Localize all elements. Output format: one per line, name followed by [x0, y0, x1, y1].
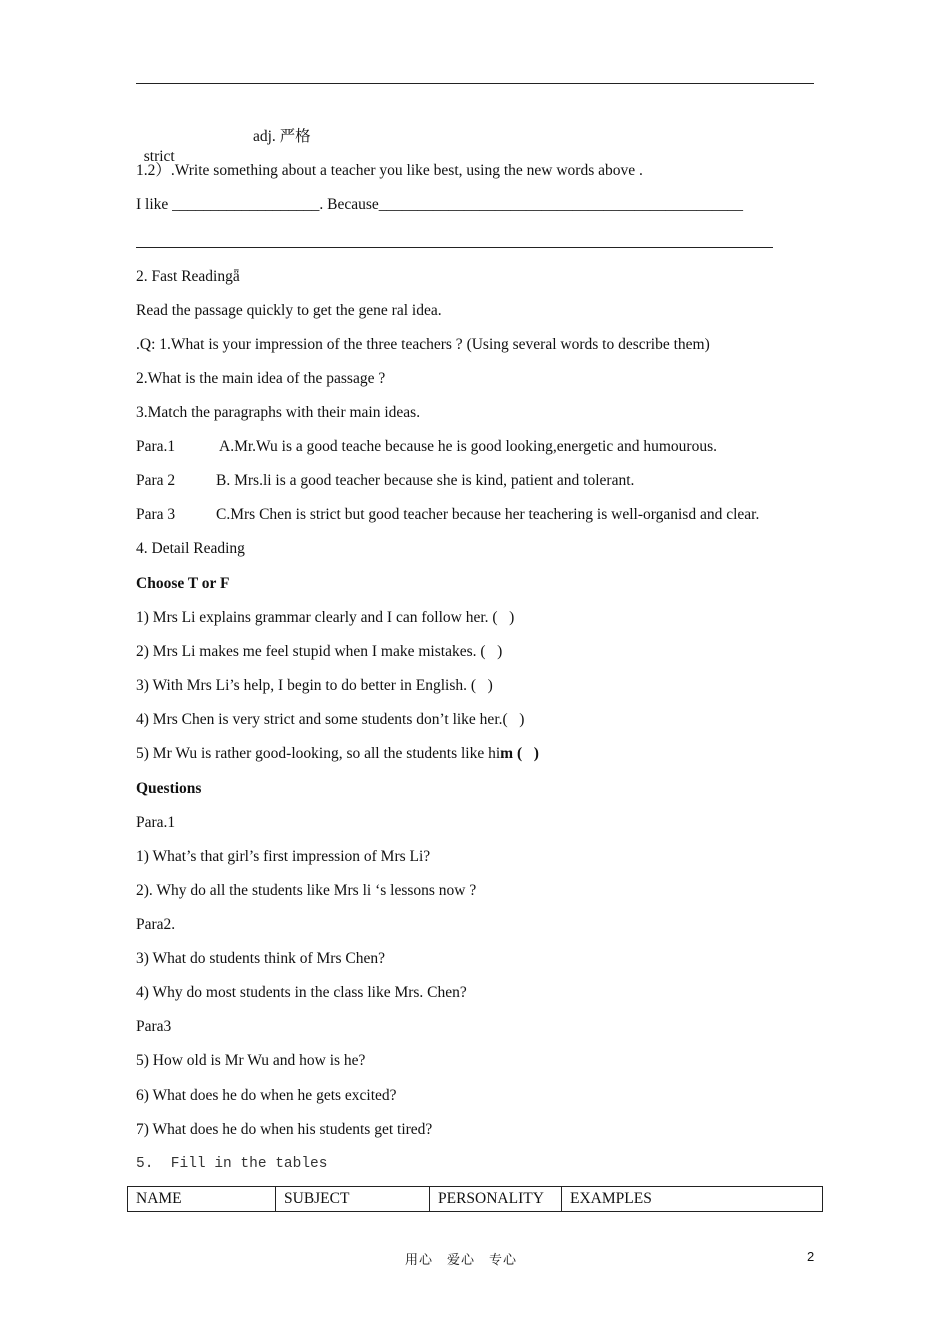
match-idea-1: A.Mr.Wu is a good teache because he is good looking,energetic and humourous.	[219, 438, 717, 455]
tf-item-2: 2) Mrs Li makes me feel stupid when I make mistakes. ( )	[136, 643, 503, 660]
question-line: 3) What do students think of Mrs Chen?	[136, 950, 385, 967]
match-idea-3: C.Mrs Chen is strict but good teacher because her teachering is well-organisd and clear.	[216, 506, 760, 523]
tf-item-5	[136, 744, 539, 764]
vocab-definition: adj. 严格	[253, 128, 311, 145]
table-header-name: NAME	[128, 1187, 276, 1212]
fill-table	[127, 1186, 823, 1212]
question-line: 2). Why do all the students like Mrs li ‘s lessons now ?	[136, 882, 477, 899]
i-like-line: I like ___________________. Because_______________________________________________	[136, 196, 744, 213]
task-1-2: 1.2）.Write something about a teacher you like best, using the new words above .	[136, 162, 643, 179]
fast-reading-heading: 2. Fast Readingǟ	[136, 268, 240, 285]
fast-reading-q3: 3.Match the paragraphs with their main ideas.	[136, 404, 421, 421]
fast-reading-q2: 2.What is the main idea of the passage ?	[136, 370, 386, 387]
question-line: 5) How old is Mr Wu and how is he?	[136, 1052, 366, 1069]
answer-blank-line	[136, 247, 773, 248]
question-line: Para.1	[136, 814, 176, 831]
table-header-subject: SUBJECT	[276, 1187, 430, 1212]
tf-item-5-bold: m ( )	[500, 745, 539, 762]
question-line: 7) What does he do when his students get tired?	[136, 1121, 433, 1138]
match-para-1: Para.1	[136, 438, 176, 455]
question-line: Para2.	[136, 916, 176, 933]
question-line: 4) Why do most students in the class like Mrs. Chen?	[136, 984, 467, 1001]
table-header-row	[128, 1187, 823, 1212]
tf-item-1: 1) Mrs Li explains grammar clearly and I can follow her. ( )	[136, 609, 515, 626]
tf-item-5-text: 5) Mr Wu is rather good-looking, so all the students like hi	[136, 745, 501, 762]
match-para-2: Para 2	[136, 472, 176, 489]
detail-reading-heading: 4. Detail Reading	[136, 540, 245, 557]
tf-item-4: 4) Mrs Chen is very strict and some students don’t like her.( )	[136, 711, 525, 728]
page-number: 2	[807, 1249, 815, 1264]
vocab-word: strict	[143, 148, 175, 165]
match-para-3: Para 3	[136, 506, 176, 523]
tf-heading: Choose T or F	[136, 575, 230, 592]
table-header-personality: PERSONALITY	[430, 1187, 562, 1212]
fast-reading-q1: .Q: 1.What is your impression of the three teachers ? (Using several words to describe them)	[136, 336, 710, 353]
tf-item-3: 3) With Mrs Li’s help, I begin to do better in English. ( )	[136, 677, 493, 694]
question-line: 6) What does he do when he gets excited?	[136, 1087, 397, 1104]
table-header-examples: EXAMPLES	[562, 1187, 823, 1212]
question-line: 1) What’s that girl’s first impression of Mrs Li?	[136, 848, 431, 865]
fill-table-heading: 5. Fill in the tables	[136, 1156, 328, 1172]
footer-motto: 用心 爱心 专心	[405, 1252, 518, 1267]
fast-reading-instruction: Read the passage quickly to get the gene ral idea.	[136, 302, 442, 319]
questions-heading: Questions	[136, 780, 202, 797]
header-rule	[136, 83, 814, 84]
match-idea-2: B. Mrs.li is a good teacher because she is kind, patient and tolerant.	[216, 472, 635, 489]
question-line: Para3	[136, 1018, 172, 1035]
